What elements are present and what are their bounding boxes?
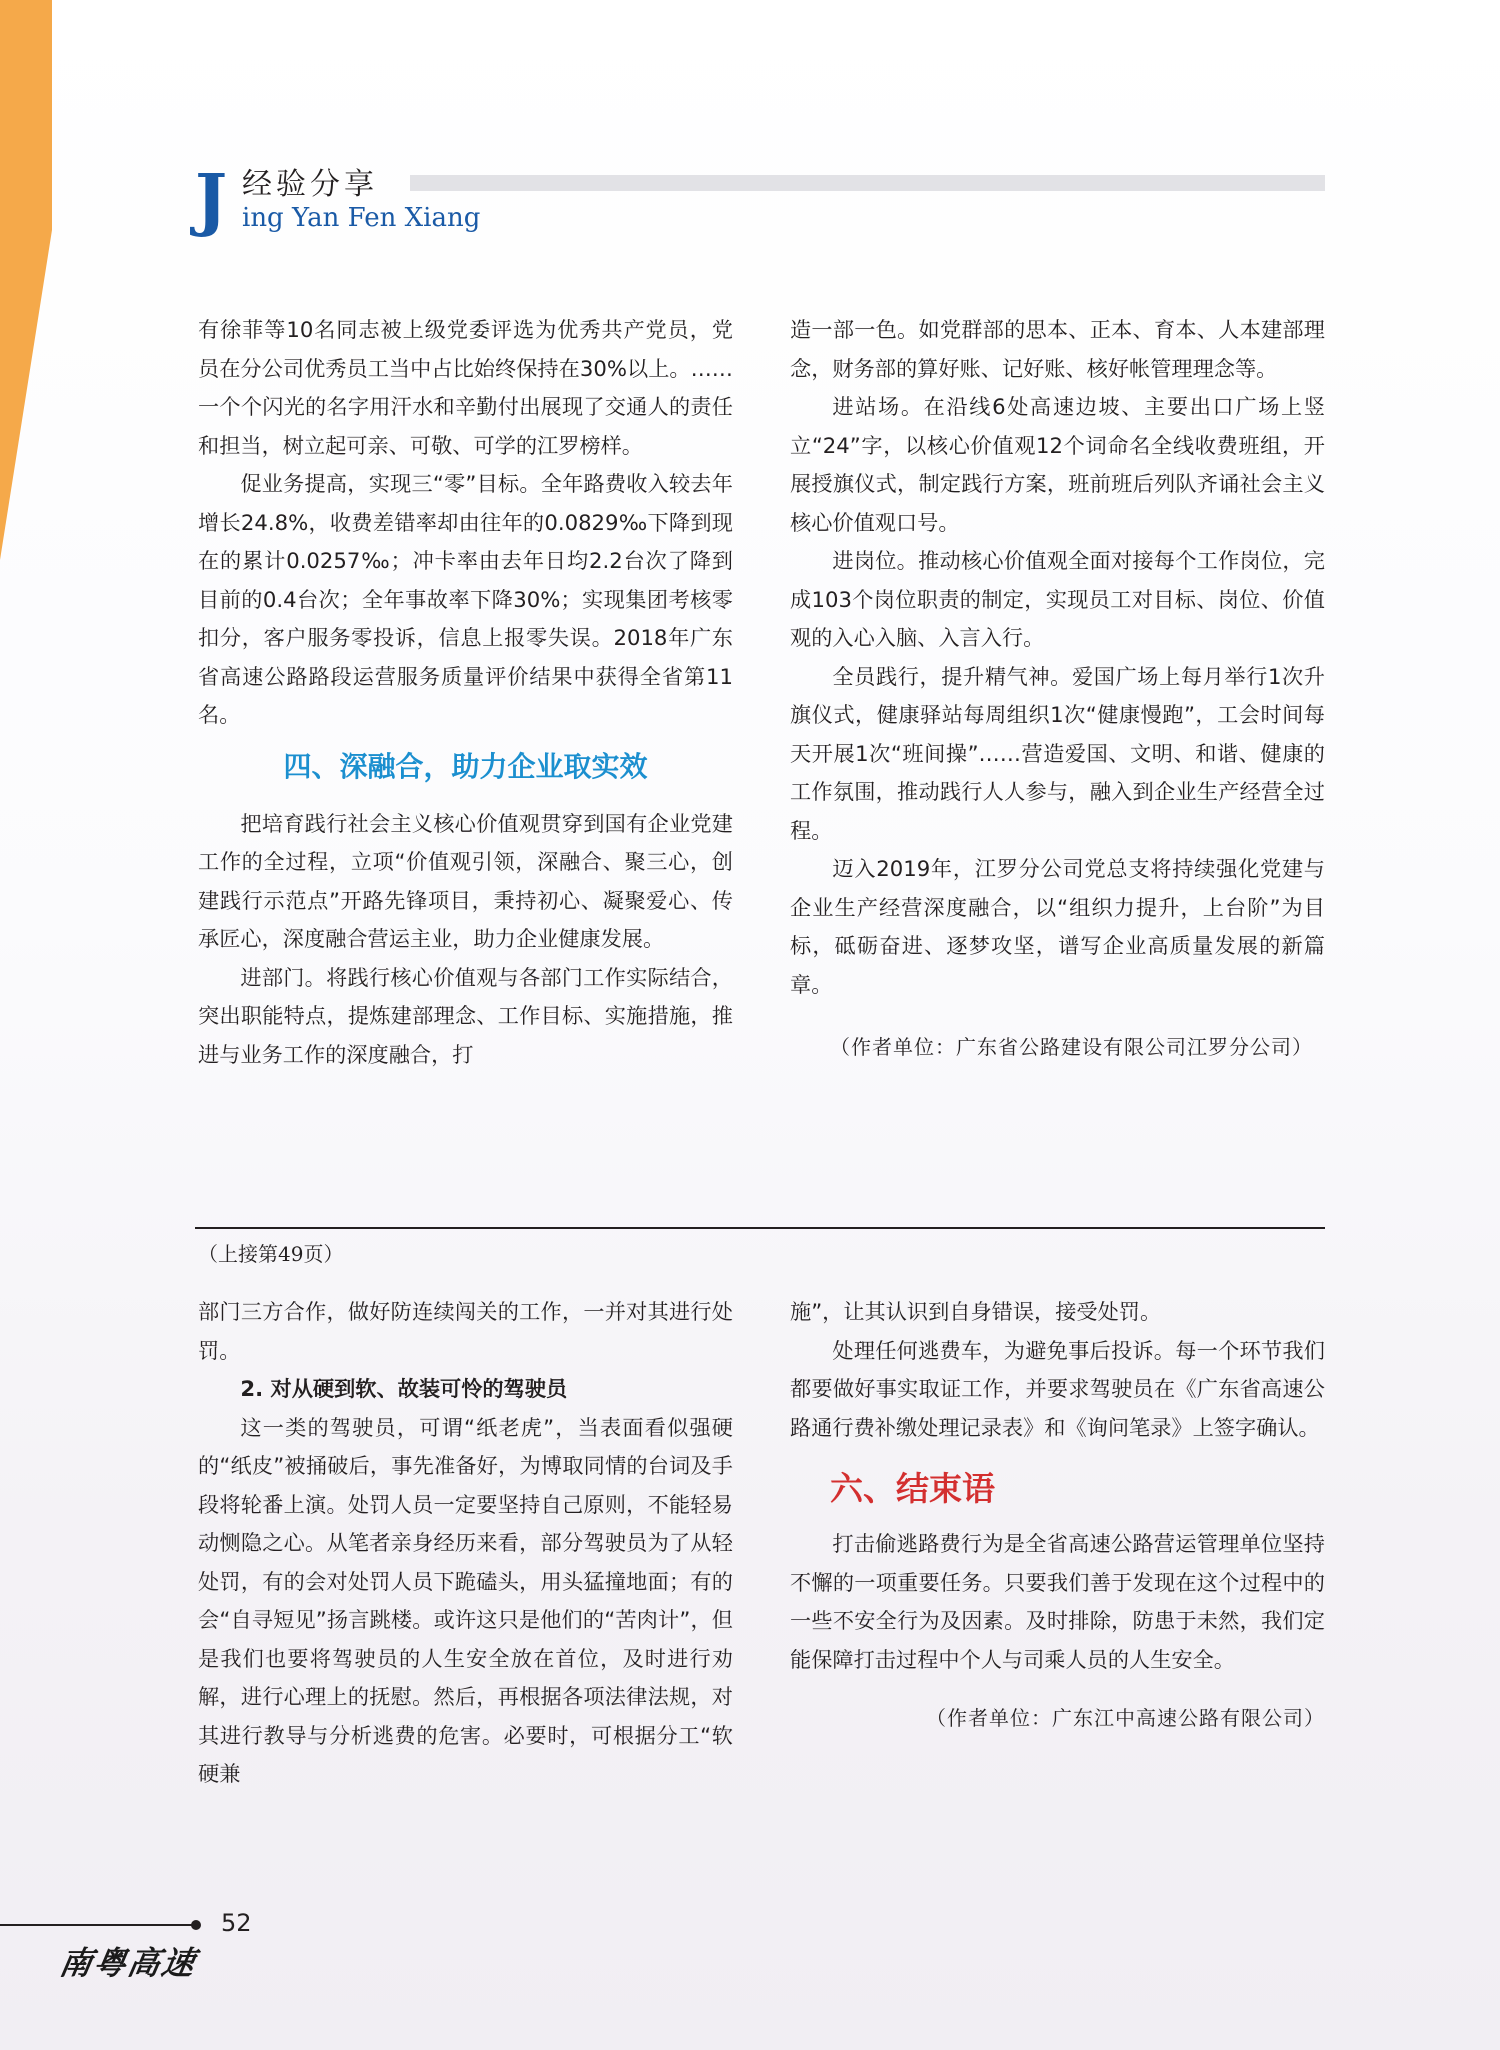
paragraph: 打击偷逃路费行为是全省高速公路营运管理单位坚持不懈的一项重要任务。只要我们善于发现在这个过程中的一些不安全行为及因素。及时排除，防患于未然，我们定能保障打击过程中个人与司乘人员的人生安全。 xyxy=(790,1531,1325,1672)
section-header-title: 经验分享 xyxy=(242,167,378,202)
section-heading: 六、结束语 xyxy=(830,1469,995,1508)
paragraph: 施”，让其认识到自身错误，接受处罚。 xyxy=(790,1299,1162,1324)
article-divider xyxy=(195,1227,1325,1229)
magazine-logo: 南粤高速 xyxy=(56,1944,200,1982)
footer-rule xyxy=(0,1924,195,1926)
paragraph: 全员践行，提升精气神。爱国广场上每月举行1次升旗仪式，健康驿站每周组织1次“健康慢跑”，工会时间每天开展1次“班间操”……营造爱国、文明、和谐、健康的工作氛围，推动践行人人参与，融入到企业生产经营全过程。 xyxy=(790,663,1325,843)
paragraph: 进岗位。推动核心价值观全面对接每个工作岗位，完成103个岗位职责的制定，实现员工对目标、岗位、价值观的入心入脑、入言入行。 xyxy=(790,548,1325,650)
section-heading: 四、深融合，助力企业取实效 xyxy=(283,749,648,783)
paragraph: 进部门。将践行核心价值观与各部门工作实际结合，突出职能特点，提炼建部理念、工作目标、实施措施，推进与业务工作的深度融合，打 xyxy=(198,964,733,1067)
paragraph: 这一类的驾驶员，可谓“纸老虎”，当表面看似强硬的“纸皮”被捅破后，事先准备好，为博取同情的台词及手段将轮番上演。处罚人员一定要坚持自己原则，不能轻易动恻隐之心。从笔者亲身经历来看，部分驾驶员为了从轻处罚，有的会对处罚人员下跪磕头，用头猛撞地面；有的会“自寻短见”扬言跳楼。或许这只是他们的“苦肉计”，但是我们也要将驾驶员的人生安全放在首位，及时进行劝解，进行心理上的抚慰。然后，再根据各项法律法规，对其进行教导与分析逃费的危害。必要时，可根据分工“软硬兼 xyxy=(198,1414,733,1786)
paragraph: 促业务提高，实现三“零”目标。全年路费收入较去年增长24.8%，收费差错率却由往年的0.0829‰下降到现在的累计0.0257‰；冲卡率由去年日均2.2台次了降到目前的0.4台次；全年事故率下降30%；实现集团考核零扣分，客户服务零投诉，信息上报零失误。2018年广东省高速公路路段运营服务质量评价结果中获得全省第11名。 xyxy=(198,471,733,727)
paragraph: 把培育践行社会主义核心价值观贯穿到国有企业党建工作的全过程，立项“价值观引领，深融合、聚三心，创建践行示范点”开路先锋项目，秉持初心、凝聚爱心、传承匠心，深度融合营运主业，助力企业健康发展。 xyxy=(198,810,733,951)
article-bottom-right-column xyxy=(790,1293,1325,1738)
author-note: （作者单位：广东省公路建设有限公司江罗分公司） xyxy=(830,1035,1313,1059)
article-bottom-left-column xyxy=(198,1293,733,1794)
section-header xyxy=(195,160,1325,245)
subheading: 2. 对从硬到软、故装可怜的驾驶员 xyxy=(240,1376,568,1401)
article-top-left-column xyxy=(198,311,733,1074)
page-number: 52 xyxy=(221,1909,252,1937)
footer-dot xyxy=(191,1920,201,1930)
paragraph: 处理任何逃费车，为避免事后投诉。每一个环节我们都要做好事实取证工作，并要求驾驶员在《广东省高速公路通行费补缴处理记录表》和《询问笔录》上签字确认。 xyxy=(790,1337,1325,1440)
decorative-orange-strip xyxy=(0,0,52,560)
paragraph: 有徐菲等10名同志被上级党委评选为优秀共产党员，党员在分公司优秀员工当中占比始终保持在30%以上。……一个个闪光的名字用汗水和辛勤付出展现了交通人的责任和担当，树立起可亲、可敬、可学的江罗榜样。 xyxy=(198,317,733,458)
continuation-note: （上接第49页） xyxy=(198,1242,344,1266)
section-header-pinyin: ing Yan Fen Xiang xyxy=(242,203,481,233)
author-note: （作者单位：广东江中高速公路有限公司） xyxy=(926,1706,1325,1730)
article-top-right-column xyxy=(790,311,1325,1067)
paragraph: 迈入2019年，江罗分公司党总支将持续强化党建与企业生产经营深度融合，以“组织力提升，上台阶”为目标，砥砺奋进、逐梦攻坚，谱写企业高质量发展的新篇章。 xyxy=(790,856,1325,997)
paragraph: 部门三方合作，做好防连续闯关的工作，一并对其进行处罚。 xyxy=(198,1299,733,1363)
paragraph: 进站场。在沿线6处高速边坡、主要出口广场上竖立“24”字，以核心价值观12个词命名全线收费班组，开展授旗仪式，制定践行方案，班前班后列队齐诵社会主义核心价值观口号。 xyxy=(790,394,1325,535)
section-header-bar xyxy=(410,175,1325,191)
section-header-letter: J xyxy=(195,160,228,240)
paragraph: 造一部一色。如党群部的思本、正本、育本、人本建部理念，财务部的算好账、记好账、核好帐管理理念等。 xyxy=(790,317,1325,381)
